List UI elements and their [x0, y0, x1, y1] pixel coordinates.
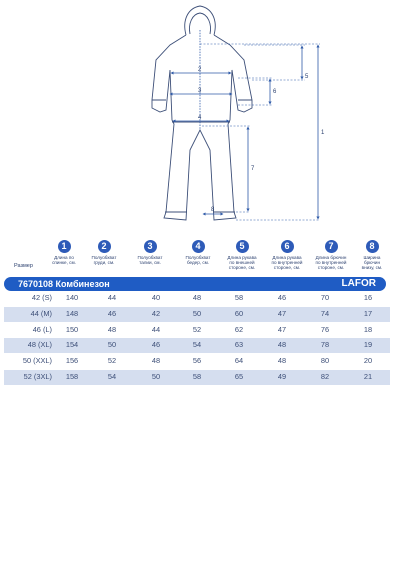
measurement-cell: 64 — [234, 356, 244, 366]
measurement-cell: 70 — [320, 293, 330, 302]
column-header-label-line: по внутренней — [271, 260, 303, 266]
measurement-cell: 18 — [363, 324, 373, 334]
measurement-cell: 54 — [192, 340, 202, 350]
measurement-cell: 58 — [192, 371, 202, 381]
measurement-cell: 62 — [234, 324, 244, 334]
column-header-label — [80, 255, 128, 265]
column-number-badge: 6 — [281, 240, 294, 253]
measurement-cell: 46 — [277, 293, 287, 302]
table-row — [4, 307, 390, 323]
measurement-cell: 52 — [192, 324, 202, 334]
measurement-cell: 158 — [65, 371, 79, 381]
measure-4-label: 4 — [198, 115, 202, 121]
column-header-label-line: Длина по — [54, 255, 74, 260]
measurement-cell: 48 — [151, 356, 161, 366]
measurement-cell: 148 — [65, 308, 79, 318]
column-header-label-line: бедер, см. — [186, 260, 210, 266]
size-table-header — [4, 240, 396, 276]
size-cell: 52 (3XL) — [23, 371, 52, 381]
measurement-cell: 56 — [192, 356, 202, 366]
measure-7-label: 7 — [251, 166, 255, 172]
table-row — [4, 370, 390, 386]
measurement-cell: 156 — [65, 356, 79, 366]
size-cell: 46 (L) — [32, 324, 52, 334]
column-number-badge: 1 — [58, 240, 71, 253]
table-row — [4, 323, 390, 339]
measurement-cell: 42 — [151, 308, 161, 318]
jumpsuit-measurement-diagram — [0, 0, 400, 235]
column-header-label-line: по внешней — [229, 260, 255, 266]
column-header-3 — [126, 240, 174, 265]
measurement-cell: 17 — [363, 308, 373, 318]
column-header-5 — [218, 240, 266, 271]
measurement-cell: 65 — [234, 371, 244, 381]
column-header-label-line: стороне, см. — [228, 265, 256, 271]
measurement-cell: 50 — [107, 340, 117, 350]
measurement-cell: 48 — [107, 324, 117, 334]
column-header-label-line: внизу, см. — [361, 265, 383, 271]
column-number-badge: 2 — [98, 240, 111, 253]
measurement-cell: 48 — [192, 293, 202, 302]
measurement-cell: 47 — [277, 324, 287, 334]
brand-name: LAFOR — [341, 278, 376, 289]
measurement-cell: 58 — [234, 293, 244, 302]
measurement-cell: 48 — [277, 356, 287, 366]
column-number-badge: 3 — [144, 240, 157, 253]
column-header-label-line: спинке, см. — [52, 260, 76, 266]
measurement-cell: 63 — [234, 340, 244, 350]
column-number-badge: 5 — [236, 240, 249, 253]
column-header-2 — [80, 240, 128, 265]
measurement-cell: 76 — [320, 324, 330, 334]
measure-5-label: 5 — [305, 74, 309, 80]
column-header-label-line: по внутренней — [315, 260, 347, 266]
measurement-cell: 46 — [107, 308, 117, 318]
column-header-label-line: талии, см. — [139, 260, 161, 266]
measurement-cell: 44 — [151, 324, 161, 334]
column-header-label-line: Длина рукава — [227, 255, 257, 260]
measurement-cell: 150 — [65, 324, 79, 334]
measurement-cell: 48 — [277, 340, 287, 350]
measurement-cell: 20 — [363, 356, 373, 366]
column-header-label-line: брючин — [363, 260, 381, 266]
size-cell: 48 (XL) — [27, 340, 52, 350]
column-header-label-line: Длина брючин — [315, 255, 347, 260]
size-cell: 44 (M) — [30, 308, 52, 318]
column-header-label-line: Полуобхват — [91, 255, 117, 260]
column-header-label — [174, 255, 222, 265]
column-header-label-line: стороне, см. — [317, 265, 345, 271]
measurement-cell: 80 — [320, 356, 330, 366]
size-cell: 50 (XXL) — [22, 356, 52, 366]
table-row — [4, 291, 390, 307]
product-title: 7670108 Комбинезон — [18, 279, 110, 289]
measurement-cell: 21 — [363, 371, 373, 381]
column-header-label-line: Полуобхват — [137, 255, 163, 260]
measurement-cell: 44 — [107, 293, 117, 302]
column-header-label-line: Полуобхват — [185, 255, 211, 260]
measurement-cell: 82 — [320, 371, 330, 381]
measurement-cell: 140 — [65, 293, 79, 302]
measurement-cell: 50 — [192, 308, 202, 318]
column-header-label-line: Длина рукава — [272, 255, 302, 260]
column-header-label — [218, 255, 266, 271]
column-header-label-line: стороне, см. — [273, 265, 301, 271]
measure-6-label: 6 — [273, 89, 277, 95]
measure-1-label: 1 — [321, 130, 325, 136]
measurement-cell: 16 — [363, 293, 373, 302]
measurement-cell: 49 — [277, 371, 287, 381]
measurement-cell: 40 — [151, 293, 161, 302]
measurement-cell: 50 — [151, 371, 161, 381]
column-header-label — [263, 255, 311, 271]
measurement-cell: 46 — [151, 340, 161, 350]
size-cell: 42 (S) — [31, 293, 52, 302]
table-row — [4, 338, 390, 354]
column-header-6 — [263, 240, 311, 271]
size-column-header: Размер — [14, 263, 33, 269]
measurement-cell: 60 — [234, 308, 244, 318]
measurement-cell: 78 — [320, 340, 330, 350]
column-header-8 — [348, 240, 396, 271]
column-header-label-line: Ширина — [363, 255, 381, 260]
column-header-label-line: груди, см. — [93, 260, 115, 266]
measurement-cell: 154 — [65, 340, 79, 350]
size-table — [4, 291, 390, 386]
column-header-4 — [174, 240, 222, 265]
column-header-label — [126, 255, 174, 265]
measure-3-label: 3 — [198, 88, 202, 94]
measurement-cell: 54 — [107, 371, 117, 381]
table-row — [4, 354, 390, 370]
measure-2-label: 2 — [198, 67, 202, 73]
measure-8-label: 8 — [211, 207, 215, 213]
column-header-label — [348, 255, 396, 271]
product-banner — [4, 277, 386, 291]
column-number-badge: 8 — [366, 240, 379, 253]
measurement-cell: 47 — [277, 308, 287, 318]
measurement-cell: 74 — [320, 308, 330, 318]
column-number-badge: 7 — [325, 240, 338, 253]
measurement-cell: 52 — [107, 356, 117, 366]
jumpsuit-outline — [152, 6, 252, 220]
measurement-cell: 19 — [363, 340, 373, 350]
column-number-badge: 4 — [192, 240, 205, 253]
